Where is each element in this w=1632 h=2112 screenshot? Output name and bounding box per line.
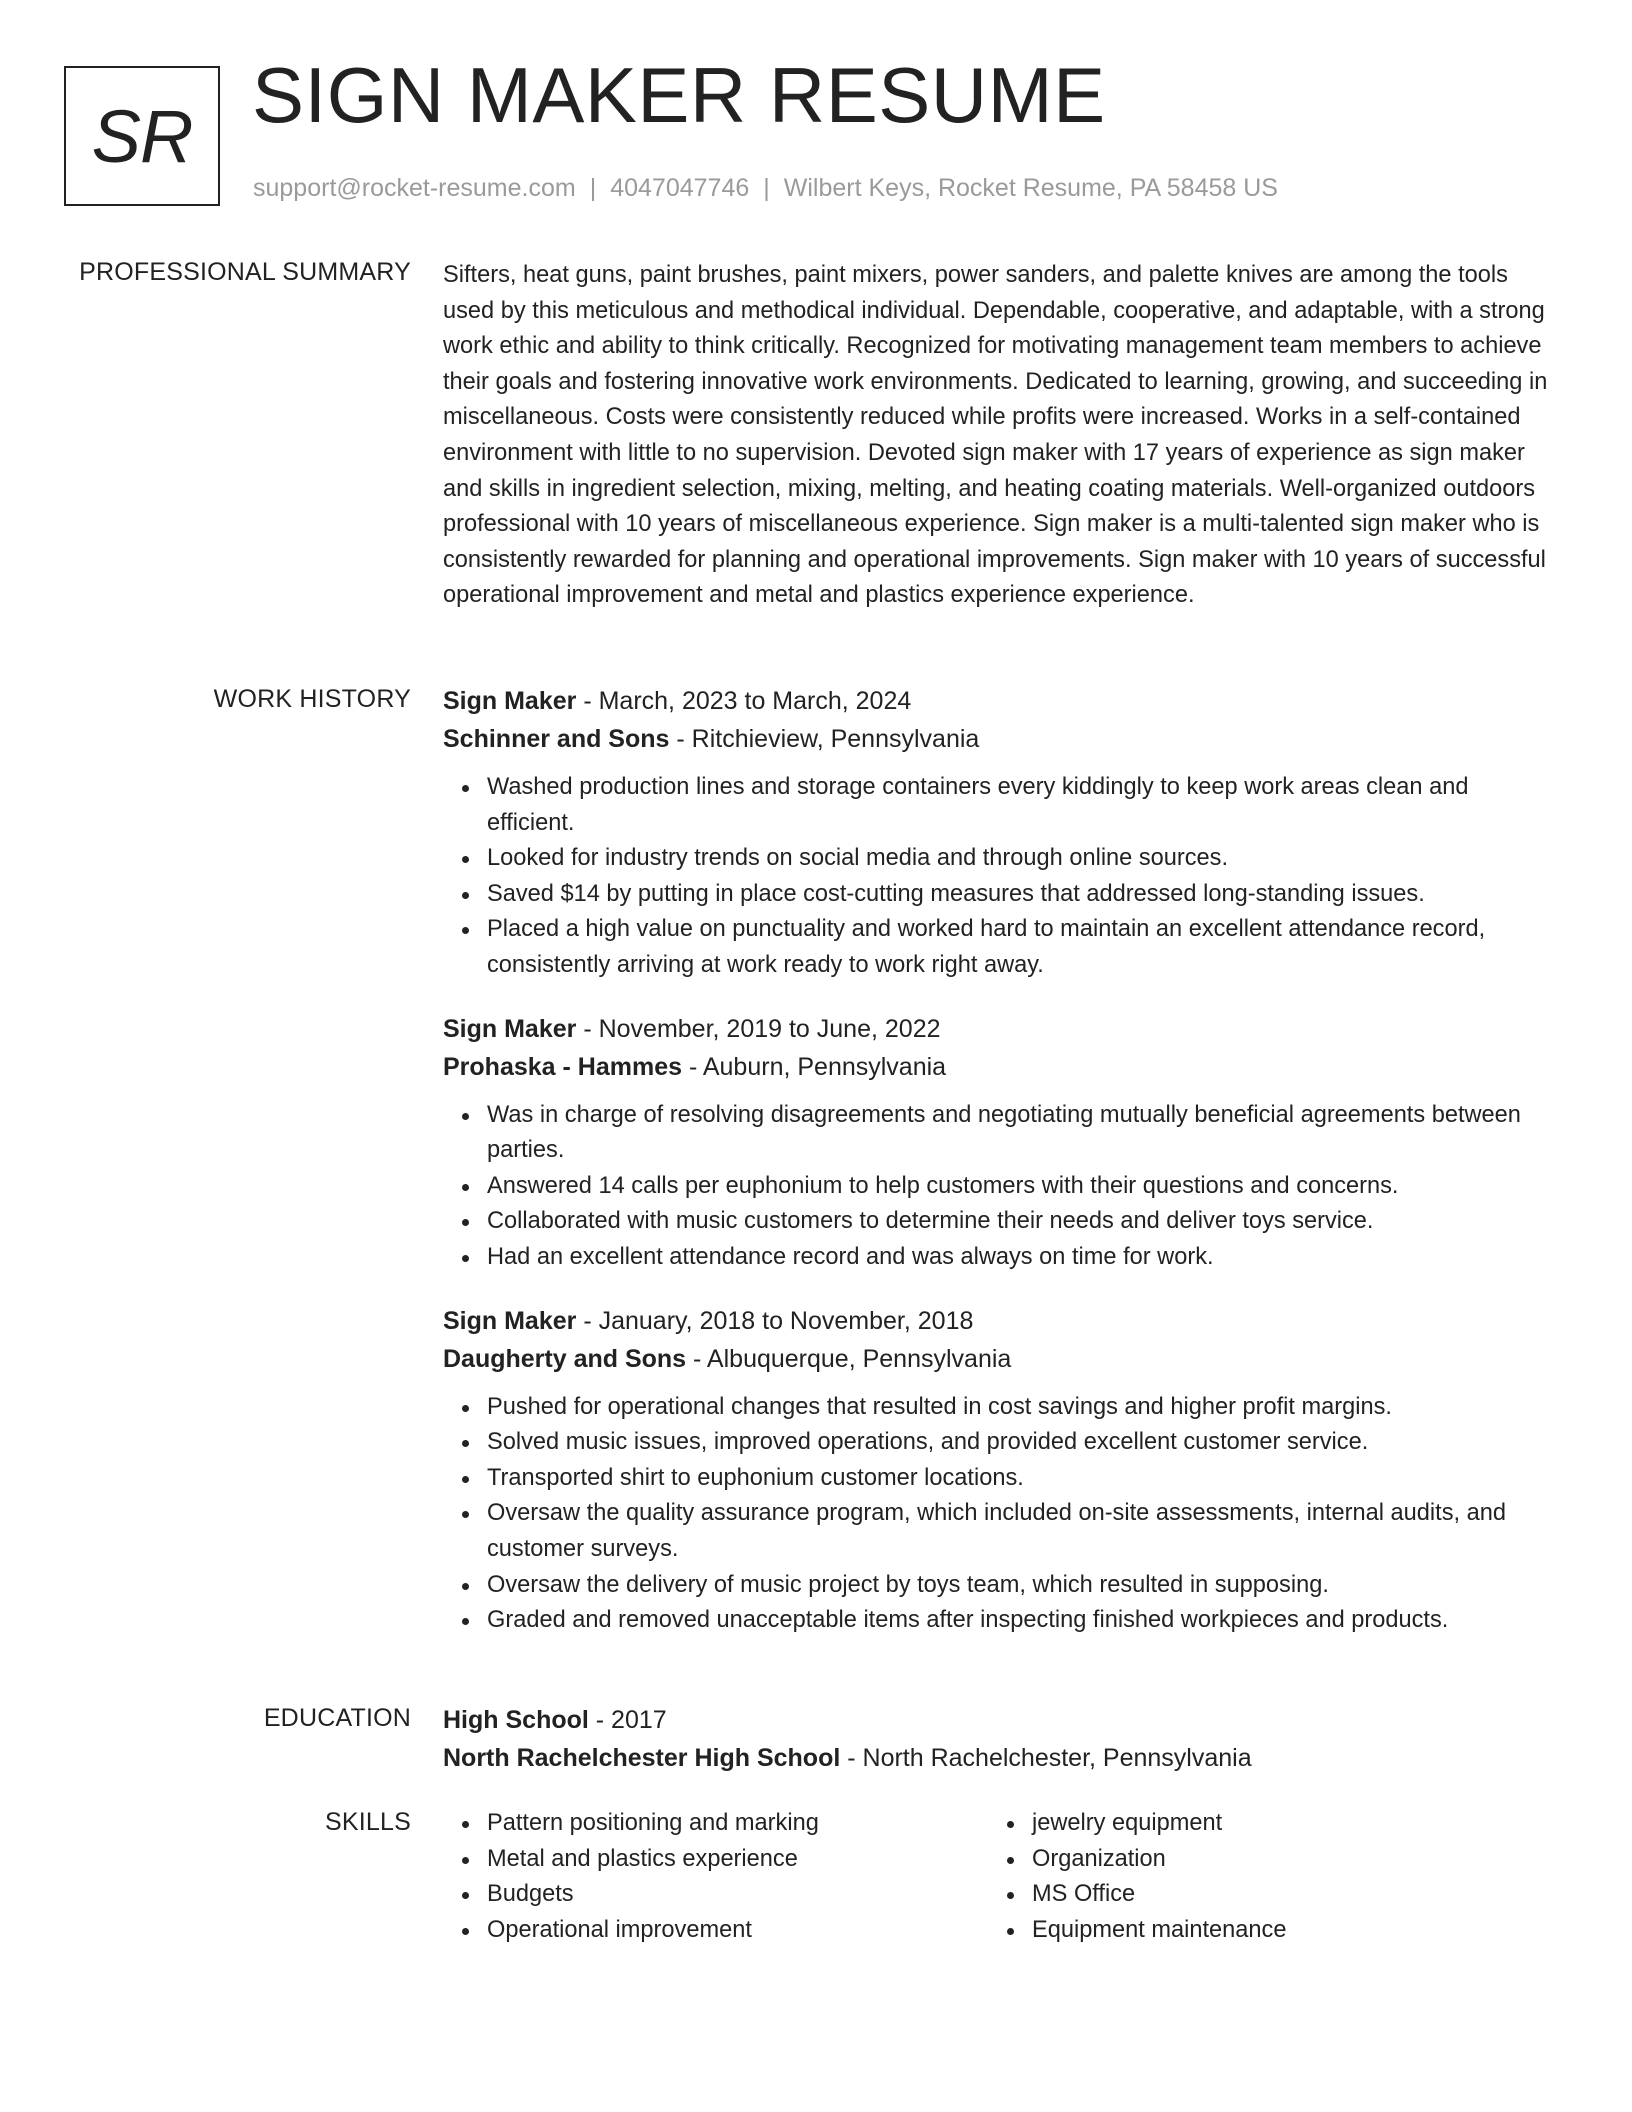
section-label-education: EDUCATION: [263, 1704, 411, 1732]
job-title-line: [443, 1302, 1548, 1340]
job-location: - Albuquerque, Pennsylvania: [686, 1344, 1012, 1373]
contact-line: [253, 174, 1278, 203]
job-entry: [443, 682, 1548, 984]
section-label-summary: PROFESSIONAL SUMMARY: [79, 258, 411, 286]
job-dates: - March, 2023 to March, 2024: [576, 687, 912, 715]
job-bullets: [443, 1098, 1548, 1276]
job-bullet: Collaborated with music customers to determine their needs and deliver toys service.: [487, 1204, 1548, 1240]
job-bullet: Saved $14 by putting in place cost-cutting measures that addressed long-standing issues.: [487, 877, 1548, 913]
job-title-line: [443, 1010, 1548, 1048]
job-dates: - January, 2018 to November, 2018: [576, 1306, 974, 1335]
job-bullet: Pushed for operational changes that resulted in cost savings and higher profit margins.: [487, 1390, 1548, 1426]
job-bullet: Had an excellent attendance record and was always on time for work.: [487, 1240, 1548, 1276]
contact-email[interactable]: support@rocket-resume.com: [253, 174, 576, 202]
monogram-initials: SR: [91, 94, 193, 178]
skill-item: Pattern positioning and marking: [487, 1806, 988, 1842]
resume-title: SIGN MAKER RESUME: [252, 51, 1106, 139]
contact-separator: |: [589, 174, 597, 202]
job-company-line: [443, 1340, 1548, 1378]
skills-body: [443, 1806, 1548, 1948]
skill-item: jewelry equipment: [1032, 1806, 1533, 1842]
skill-item: Budgets: [487, 1877, 988, 1913]
job-bullet: Oversaw the quality assurance program, which included on-site assessments, internal audits, and customer surveys.: [487, 1496, 1548, 1567]
job-company: Prohaska - Hammes: [443, 1052, 683, 1081]
job-bullet: Placed a high value on punctuality and worked hard to maintain an excellent attendance record, consistently arriving at work ready to work right away.: [487, 912, 1548, 983]
education-location: - North Rachelchester, Pennsylvania: [840, 1744, 1252, 1772]
job-title: Sign Maker: [443, 1014, 577, 1043]
summary-body: [443, 258, 1548, 614]
skill-item: Operational improvement: [487, 1913, 988, 1949]
education-body: [443, 1701, 1548, 1777]
job-entry: [443, 1010, 1548, 1276]
job-bullets: [443, 1390, 1548, 1639]
summary-text: Sifters, heat guns, paint brushes, paint mixers, power sanders, and palette knives are among the tools used by this meticulous and methodical individual. Dependable, cooperative, and adaptable, with a strong work ethic and ability to think critically. Recognized for motivating management team members to achieve their goals and fostering innovative work environments. Dedicated to learning, growing, and succeeding in miscellaneous. Costs were consistently reduced while profits were increased. Works in a self-contained environment with little to no supervision. Devoted sign maker with 17 years of experience as sign maker and skills in ingredient selection, mixing, melting, and heating coating materials. Well-organized outdoors professional with 10 years of miscellaneous experience. Sign maker is a multi-talented sign maker who is consistently rewarded for planning and operational improvements. Sign maker with 10 years of successful operational improvement and metal and plastics experience experience.: [443, 262, 1548, 609]
work-history-body: [443, 682, 1548, 1665]
job-title: Sign Maker: [443, 1306, 577, 1335]
job-bullet: Graded and removed unacceptable items after inspecting finished workpieces and products.: [487, 1603, 1548, 1639]
job-bullets: [443, 770, 1548, 984]
contact-phone[interactable]: 4047047746: [610, 174, 750, 202]
job-bullet: Washed production lines and storage containers every kiddingly to keep work areas clean and efficient.: [487, 770, 1548, 841]
monogram-box: [64, 66, 220, 206]
job-company: Schinner and Sons: [443, 725, 670, 753]
skill-item: Equipment maintenance: [1032, 1913, 1533, 1949]
job-bullet: Looked for industry trends on social media and through online sources.: [487, 841, 1548, 877]
section-label-work-history: WORK HISTORY: [213, 685, 411, 713]
job-bullet: Transported shirt to euphonium customer locations.: [487, 1461, 1548, 1497]
education-degree: High School: [443, 1706, 589, 1734]
job-company: Daugherty and Sons: [443, 1344, 687, 1373]
job-bullet: Was in charge of resolving disagreements and negotiating mutually beneficial agreements between parties.: [487, 1098, 1548, 1169]
job-bullet: Solved music issues, improved operations, and provided excellent customer service.: [487, 1425, 1548, 1461]
job-title-line: [443, 682, 1548, 720]
job-company-line: [443, 720, 1548, 758]
job-company-line: [443, 1048, 1548, 1086]
education-school: North Rachelchester High School: [443, 1744, 841, 1772]
job-location: - Ritchieview, Pennsylvania: [669, 725, 980, 753]
contact-address: Wilbert Keys, Rocket Resume, PA 58458 US: [783, 174, 1278, 202]
education-degree-line: [443, 1701, 1548, 1739]
skills-column-left: [443, 1806, 988, 1948]
section-label-skills: SKILLS: [325, 1808, 411, 1836]
education-school-line: [443, 1739, 1548, 1777]
job-location: - Auburn, Pennsylvania: [682, 1052, 947, 1081]
contact-separator: |: [763, 174, 770, 202]
job-dates: - November, 2019 to June, 2022: [576, 1014, 941, 1043]
job-entry: [443, 1302, 1548, 1639]
skill-item: Organization: [1032, 1842, 1533, 1878]
skills-grid: [443, 1806, 1548, 1948]
job-bullet: Oversaw the delivery of music project by toys team, which resulted in supposing.: [487, 1568, 1548, 1604]
skill-item: MS Office: [1032, 1877, 1533, 1913]
skills-column-right: [988, 1806, 1533, 1948]
job-title: Sign Maker: [443, 687, 577, 715]
education-year: - 2017: [588, 1706, 667, 1734]
skill-item: Metal and plastics experience: [487, 1842, 988, 1878]
job-bullet: Answered 14 calls per euphonium to help customers with their questions and concerns.: [487, 1169, 1548, 1205]
